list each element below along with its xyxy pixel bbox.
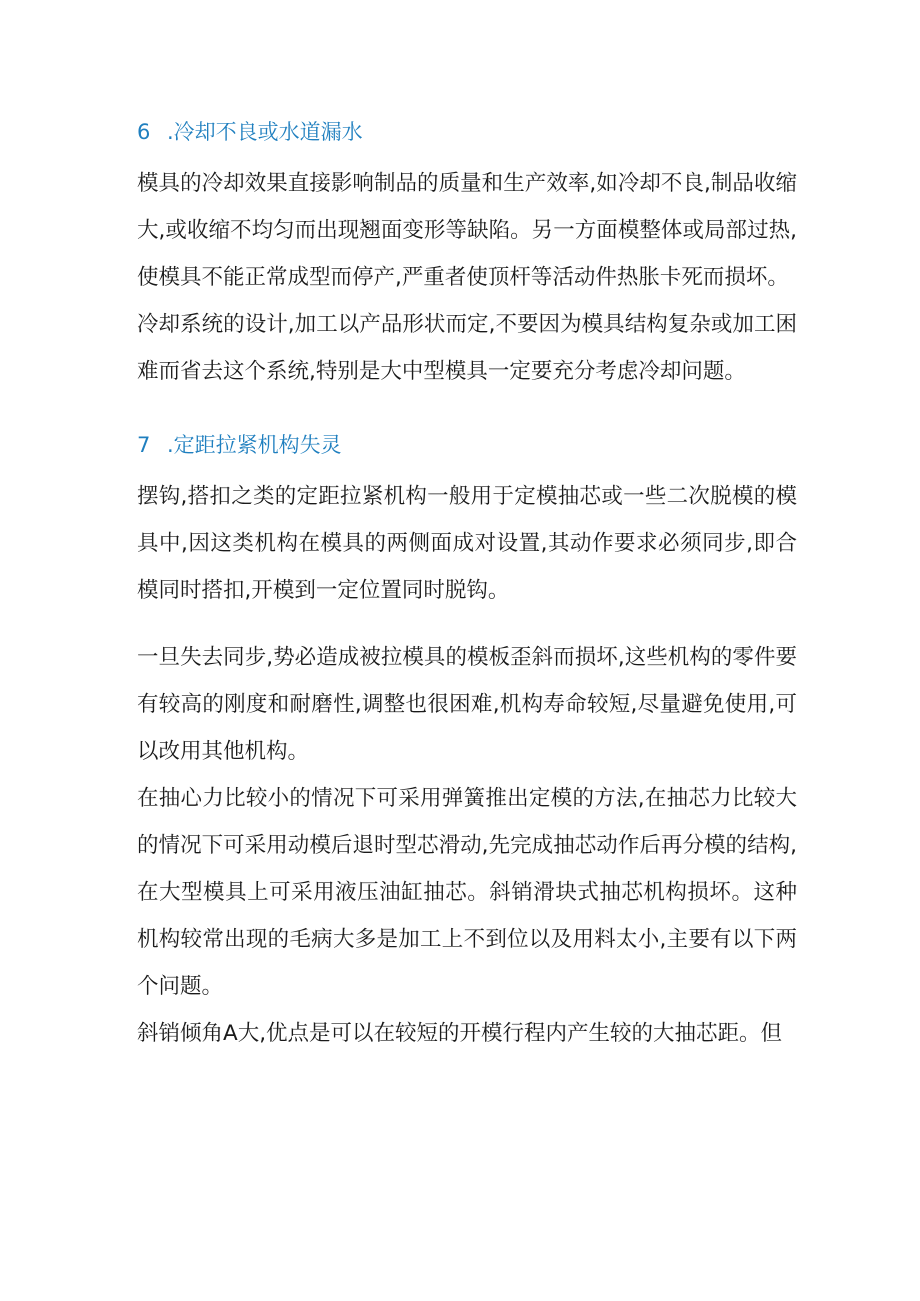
section-6-title: .冷却不良或水道漏水 bbox=[167, 120, 363, 144]
section-7-title: .定距拉紧机构失灵 bbox=[167, 433, 342, 457]
section-7-paragraph-1: 摆钩,搭扣之类的定距拉紧机构一般用于定模抽芯或一些二次脱模的模具中,因这类机构在模具的两侧面成对设置,其动作要求必须同步,即合模同时搭扣,开模到一定位置同时脱钩。 bbox=[137, 484, 797, 603]
section-7-number: 7 bbox=[137, 433, 151, 457]
section-7-paragraph-2: 一旦失去同步,势必造成被拉模具的模板歪斜而损坏,这些机构的零件要有较高的刚度和耐磨性,调整也很困难,机构寿命较短,尽量避免使用,可以改用其他机构。 bbox=[137, 645, 797, 764]
section-6-number: 6 bbox=[137, 120, 151, 144]
section-7-paragraph-4: 斜销倾角A大,优点是可以在较短的开模行程内产生较的大抽芯距。但 bbox=[137, 1021, 783, 1046]
section-7-heading bbox=[137, 425, 797, 465]
section-6-paragraph-1: 模具的冷却效果直接影响制品的质量和生产效率,如冷却不良,制品收缩大,或收缩不均匀而出现翘面变形等缺陷。另一方面模整体或局部过热,使模具不能正常成型而停产,严重者使顶杆等活动件热胀卡死而损坏。 bbox=[137, 171, 797, 290]
section-7-paragraph-3: 在抽心力比较小的情况下可采用弹簧推出定模的方法,在抽芯力比较大的情况下可采用动模后退时型芯滑动,先完成抽芯动作后再分模的结构,在大型模具上可采用液压油缸抽芯。斜销滑块式抽芯机构损坏。这种机构较常出现的毛病大多是加工上不到位以及用料太小,主要有以下两个问题。 bbox=[137, 786, 797, 999]
section-6-heading bbox=[137, 112, 797, 152]
section-6-paragraph-2: 冷却系统的设计,加工以产品形状而定,不要因为模具结构复杂或加工困难而省去这个系统,特别是大中型模具一定要充分考虑冷却问题。 bbox=[137, 312, 797, 384]
document-content bbox=[137, 112, 797, 1057]
